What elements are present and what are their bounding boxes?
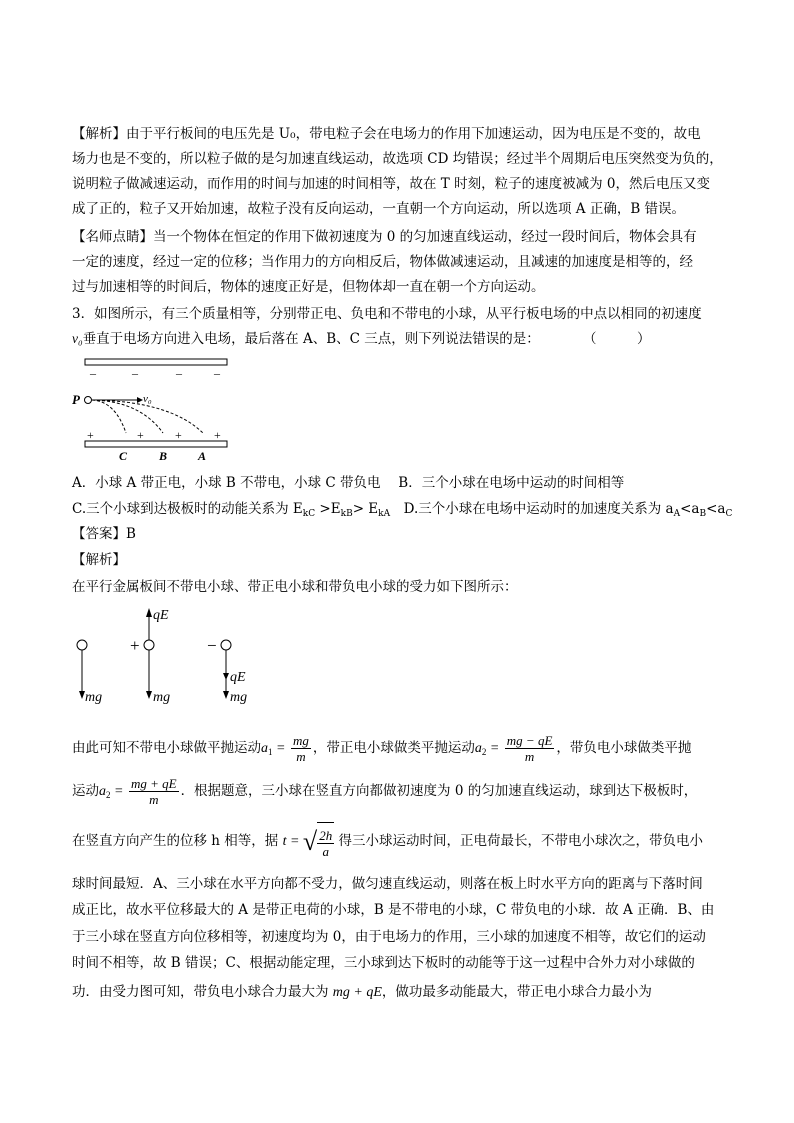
point-b-label: B bbox=[159, 449, 168, 463]
trajectory-c bbox=[92, 400, 126, 433]
analysis-line-1: 【解析】由于平行板间的电压先是 U₀，带电粒子会在电场力的作用下加速运动，因为电压是不变的，故电 bbox=[72, 126, 701, 142]
answer-line: 【答案】B bbox=[72, 526, 136, 542]
question-3-line-1: 3．如图所示，有三个质量相等，分别带正电、负电和不带电的小球，从平行板电场的中点以相同的初速度 bbox=[72, 306, 702, 322]
fraction-a2-negative: $\frac{mg + qE}{m}$ bbox=[130, 776, 177, 807]
negative-ball bbox=[221, 640, 231, 650]
point-a-label: A bbox=[198, 449, 207, 463]
body-line-5: 功．由受力图可知，带负电小球合力最大为 mg + qE，做功最多动能最大，带正电小球合力最小为 bbox=[72, 984, 652, 1000]
body-line-2: 成正比，故水平位移最大的 A 是带正电荷的小球，B 是不带电的小球，C 带负电的小球．故 A 正确．B、由 bbox=[72, 902, 715, 918]
body-line-4: 时间不相等，故 B 错误；C、根据动能定理，三小球到达下板时的动能等于这一过程中合外力对小球做的 bbox=[72, 955, 695, 971]
tip-line-3: 过与加速相等的时间后，物体的速度正好是，但物体却一直在朝一个方向运动。 bbox=[72, 279, 545, 295]
positive-mg-label: mg bbox=[153, 690, 171, 705]
trajectory-b bbox=[92, 400, 163, 433]
answer-blank: （ ） bbox=[589, 331, 651, 347]
body-line-1: 球时间最短．A、三小球在水平方向都不受力，做匀速直线运动，则落在板上时水平方向的距离与下落时间 bbox=[72, 876, 703, 892]
formula-line-1: 由此可知不带电小球做平抛运动$a_1$ = $\frac{mg}{m}$ ，带正电小球做类平抛运动$a_2$ = $\frac{mg - qE}{m}$ ，带负电小球做类平抛 bbox=[72, 733, 692, 764]
time-sqrt-formula: √ $\frac{2h}{a}$ bbox=[303, 822, 334, 861]
tip-line-1: 【名师点睛】当一个物体在恒定的作用下做初速度为 0 的匀加速直线运动，经过一段时间后，物体会具有 bbox=[72, 229, 697, 245]
formula-line-2: 运动$a_2$ = $\frac{mg + qE}{m}$ ．根据题意，三小球在竖直方向都做初速度为 0 的匀加速直线运动，球到达下极板时， bbox=[72, 776, 698, 807]
analysis-line-4: 成了正的，粒子又开始加速，故粒子没有反向运动，一直朝一个方向运动，所以选项 A 正确，B 错误。 bbox=[72, 201, 686, 217]
positive-qe-label: qE bbox=[153, 608, 169, 623]
v0-symbol: v₀ bbox=[72, 331, 83, 346]
fraction-a2-positive: $\frac{mg - qE}{m}$ bbox=[506, 733, 553, 764]
force-diagram-figure bbox=[70, 603, 270, 708]
options-a-b: A．小球 A 带正电，小球 B 不带电，小球 C 带负电 B．三个小球在电场中运动的时间相等 bbox=[72, 475, 625, 491]
v0-label: v₀ bbox=[143, 393, 152, 405]
negative-sign: − bbox=[207, 636, 217, 655]
analysis-intro: 在平行金属板间不带电小球、带正电小球和带负电小球的受力如下图所示： bbox=[72, 579, 518, 595]
neutral-ball bbox=[77, 640, 87, 650]
question-3-line-2 bbox=[72, 329, 651, 349]
analysis-line-3: 说明粒子做减速运动，而作用的时间与加速的时间相等，故在 T 时刻，粒子的速度被减为 0，然后电压又变 bbox=[72, 176, 710, 192]
point-c-label: C bbox=[119, 449, 128, 463]
ball-start bbox=[85, 397, 92, 404]
analysis-line-2: 场力也是不变的，所以粒子做的是匀加速直线运动，故选项 CD 均错误；经过半个周期后电压突然变为负的， bbox=[72, 151, 723, 167]
plus-sign-4: + bbox=[214, 428, 221, 442]
minus-sign-1: – bbox=[90, 366, 96, 380]
positive-ball bbox=[144, 640, 154, 650]
positive-sign: + bbox=[130, 636, 140, 655]
tip-line-2: 一定的速度，经过一定的位移；当作用力的方向相反后，物体做减速运动，且减速的加速度是相等的，经 bbox=[72, 254, 693, 270]
fraction-a1: $\frac{mg}{m}$ bbox=[292, 733, 309, 764]
plus-sign-2: + bbox=[137, 428, 144, 442]
question-3-text: 垂直于电场方向进入电场，最后落在 A、B、C 三点，则下列说法错误的是： bbox=[82, 331, 540, 347]
minus-sign-2: – bbox=[132, 366, 138, 380]
neutral-mg-label: mg bbox=[85, 690, 103, 705]
parallel-plate-figure bbox=[70, 355, 240, 465]
body-line-3: 于三小球在竖直方向位移相等，初速度均为 0，由于电场力的作用，三小球的加速度不相等，故它们的运动 bbox=[72, 929, 706, 945]
analysis-label: 【解析】 bbox=[72, 552, 126, 568]
plus-sign-3: + bbox=[175, 428, 182, 442]
negative-mg-label: mg bbox=[230, 690, 248, 705]
minus-sign-3: – bbox=[176, 366, 182, 380]
formula-line-3: 在竖直方向产生的位移 h 相等，据 t = √ $\frac{2h}{a}$ 得三小球运动时间，正电荷最长，不带电小球次之，带负电小 bbox=[72, 822, 703, 861]
a1-symbol: $a_1$ bbox=[261, 741, 273, 757]
a2-symbol-negative: $a_2$ bbox=[99, 784, 111, 800]
negative-qe-label: qE bbox=[230, 670, 246, 685]
options-c-d: C.三个小球到达极板时的动能关系为 $E_{kC} >E_{kB}> E_{kA}$ D.三个小球在电场中运动时的加速度关系为 $a_A<a_B<a_C$ bbox=[72, 501, 733, 519]
minus-sign-4: – bbox=[214, 366, 220, 380]
plus-sign-1: + bbox=[87, 428, 94, 442]
point-p-label: P bbox=[72, 392, 80, 407]
a2-symbol: $a_2$ bbox=[474, 741, 487, 757]
